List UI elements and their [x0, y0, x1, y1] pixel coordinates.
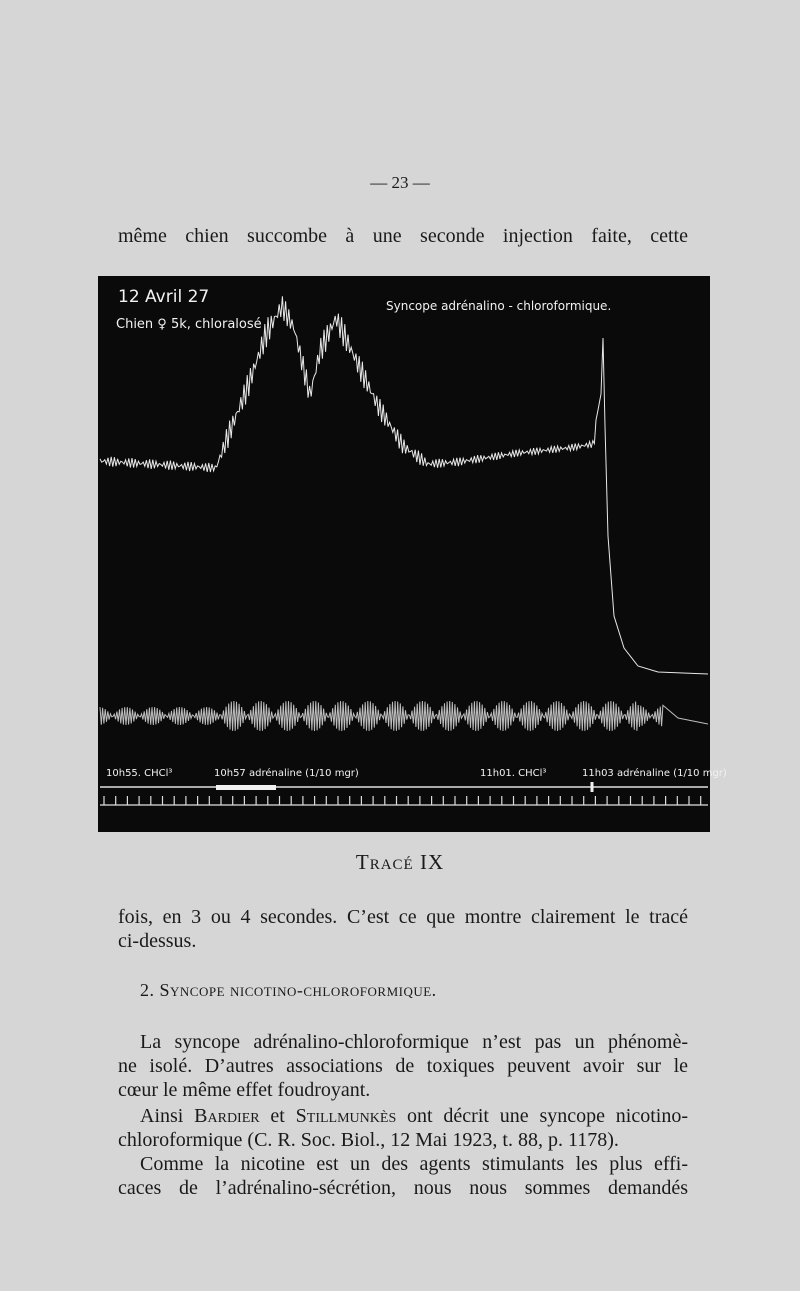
figure-subject: Chien ♀ 5k, chloralosé	[116, 317, 262, 332]
author-name: Bardier	[194, 1105, 260, 1127]
figure-caption: Tracé IX	[355, 850, 445, 874]
marker-label-1: 10h55. CHCl³	[106, 768, 173, 779]
marker-label-3: 11h01. CHCl³	[480, 768, 547, 779]
figure-title: Syncope adrénalino - chloroformique.	[386, 299, 612, 313]
respiration-trace	[100, 701, 708, 731]
text-line-top: même chien succombe à une seconde injection faite, cette	[118, 225, 688, 247]
text-line: cœur le même effet foudroyant.	[118, 1079, 371, 1101]
page-number: — 23 —	[370, 173, 430, 192]
time-ticks	[104, 796, 701, 805]
text-line: Ainsi Bardier et Stillmunkès ont décrit une syncope nicotino-	[140, 1105, 688, 1127]
kymograph-figure	[98, 276, 727, 832]
kymograph-trace	[98, 276, 727, 832]
figure-date: 12 Avril 27	[118, 287, 210, 307]
marker-label-4: 11h03 adrénaline (1/10 mgr)	[582, 768, 727, 779]
text-line: ne isolé. D’autres associations de toxiques peuvent avoir sur le	[118, 1055, 688, 1077]
text-line: ci-dessus.	[118, 930, 197, 952]
author-name: Stillmunkès	[295, 1105, 397, 1127]
text-line: Comme la nicotine est un des agents stimulants les plus effi-	[140, 1153, 688, 1175]
section-title: 2. Syncope nicotino-chloroformique.	[140, 980, 437, 1000]
text-line: La syncope adrénalino-chloroformique n’est pas un phénomè-	[140, 1031, 688, 1053]
injection-signal	[216, 785, 276, 790]
text-line: chloroformique (C. R. Soc. Biol., 12 Mai 1923, t. 88, p. 1178).	[118, 1129, 619, 1151]
text-line: caces de l’adrénalino-sécrétion, nous nous sommes demandés	[118, 1177, 688, 1199]
text-line: fois, en 3 ou 4 secondes. C’est ce que montre clairement le tracé	[118, 906, 688, 928]
blood-pressure-trace	[100, 296, 708, 674]
marker-label-2: 10h57 adrénaline (1/10 mgr)	[214, 768, 359, 779]
